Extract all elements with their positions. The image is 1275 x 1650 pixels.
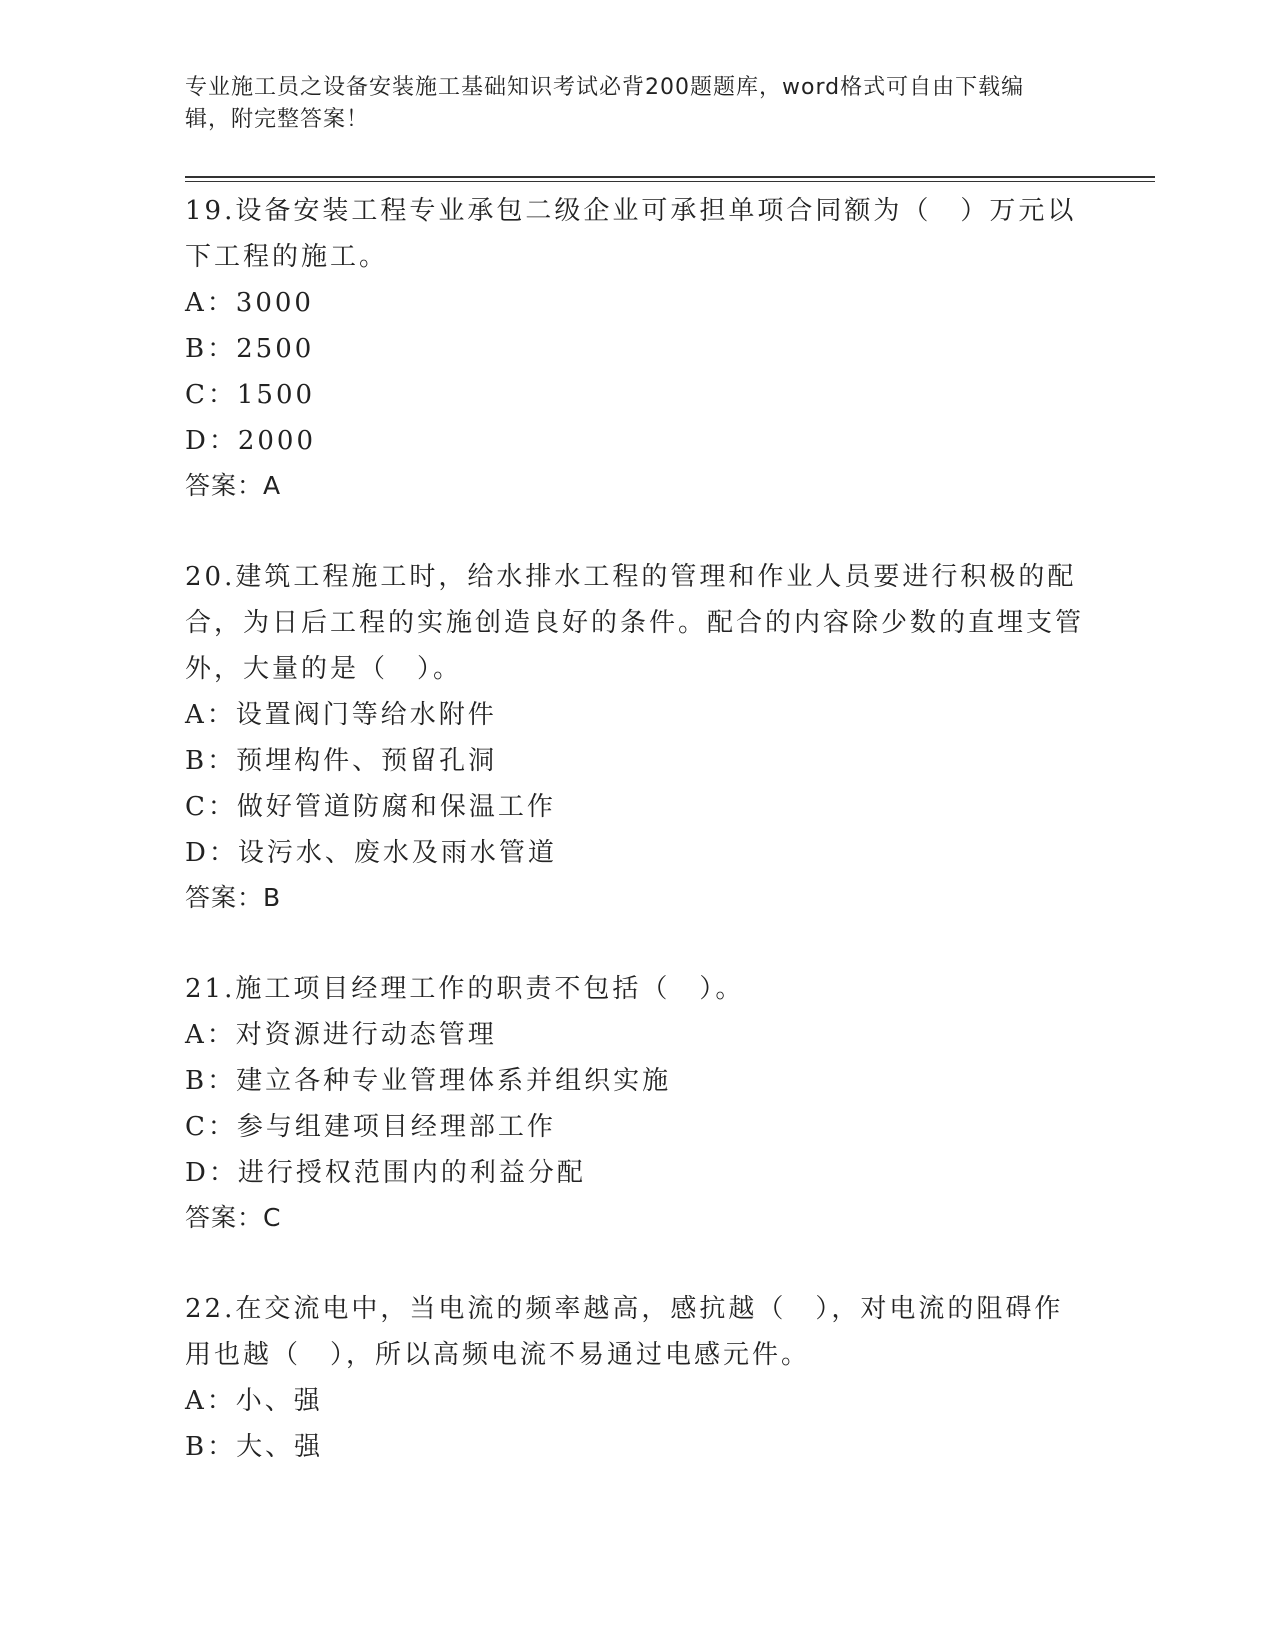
option-b: B：2500 xyxy=(185,334,315,364)
option-a: A：小、强 xyxy=(185,1386,323,1416)
answer-label: 答案：B xyxy=(185,883,282,912)
option-d: D：设污水、废水及雨水管道 xyxy=(185,838,557,868)
option-b: B：建立各种专业管理体系并组织实施 xyxy=(185,1066,672,1096)
option-b: B：大、强 xyxy=(185,1432,324,1462)
document-header-title: 专业施工员之设备安装施工基础知识考试必背200题题库，word格式可自由下载编辑，附完整答案！ xyxy=(185,75,1025,132)
question-list xyxy=(185,188,1085,1516)
answer-label: 答案：C xyxy=(185,1203,282,1232)
option-d: D：进行授权范围内的利益分配 xyxy=(185,1158,586,1188)
header-divider-thick xyxy=(185,176,1155,178)
option-d: D：2000 xyxy=(185,426,317,456)
option-c: C：1500 xyxy=(185,380,316,410)
question-22 xyxy=(185,1286,1085,1470)
question-stem: 19.设备安装工程专业承包二级企业可承担单项合同额为（ ）万元以下工程的施工。 xyxy=(185,196,1077,272)
option-c: C：做好管道防腐和保温工作 xyxy=(185,792,556,822)
question-stem: 22.在交流电中，当电流的频率越高，感抗越（ ），对电流的阻碍作用也越（ ），所以高频电流不易通过电感元件。 xyxy=(185,1294,1064,1370)
question-stem: 21.施工项目经理工作的职责不包括（ ）。 xyxy=(185,974,745,1004)
option-a: A：对资源进行动态管理 xyxy=(185,1020,497,1050)
answer-label: 答案：A xyxy=(185,471,282,500)
header-divider-thin xyxy=(185,181,1155,182)
question-stem: 20.建筑工程施工时，给水排水工程的管理和作业人员要进行积极的配合，为日后工程的实施创造良好的条件。配合的内容除少数的直埋支管外，大量的是（ ）。 xyxy=(185,562,1085,684)
option-b: B：预埋构件、预留孔洞 xyxy=(185,746,498,776)
question-19 xyxy=(185,188,1085,508)
option-c: C：参与组建项目经理部工作 xyxy=(185,1112,556,1142)
question-20 xyxy=(185,554,1085,920)
question-21 xyxy=(185,966,1085,1240)
option-a: A：3000 xyxy=(185,288,314,318)
option-a: A：设置阀门等给水附件 xyxy=(185,700,497,730)
